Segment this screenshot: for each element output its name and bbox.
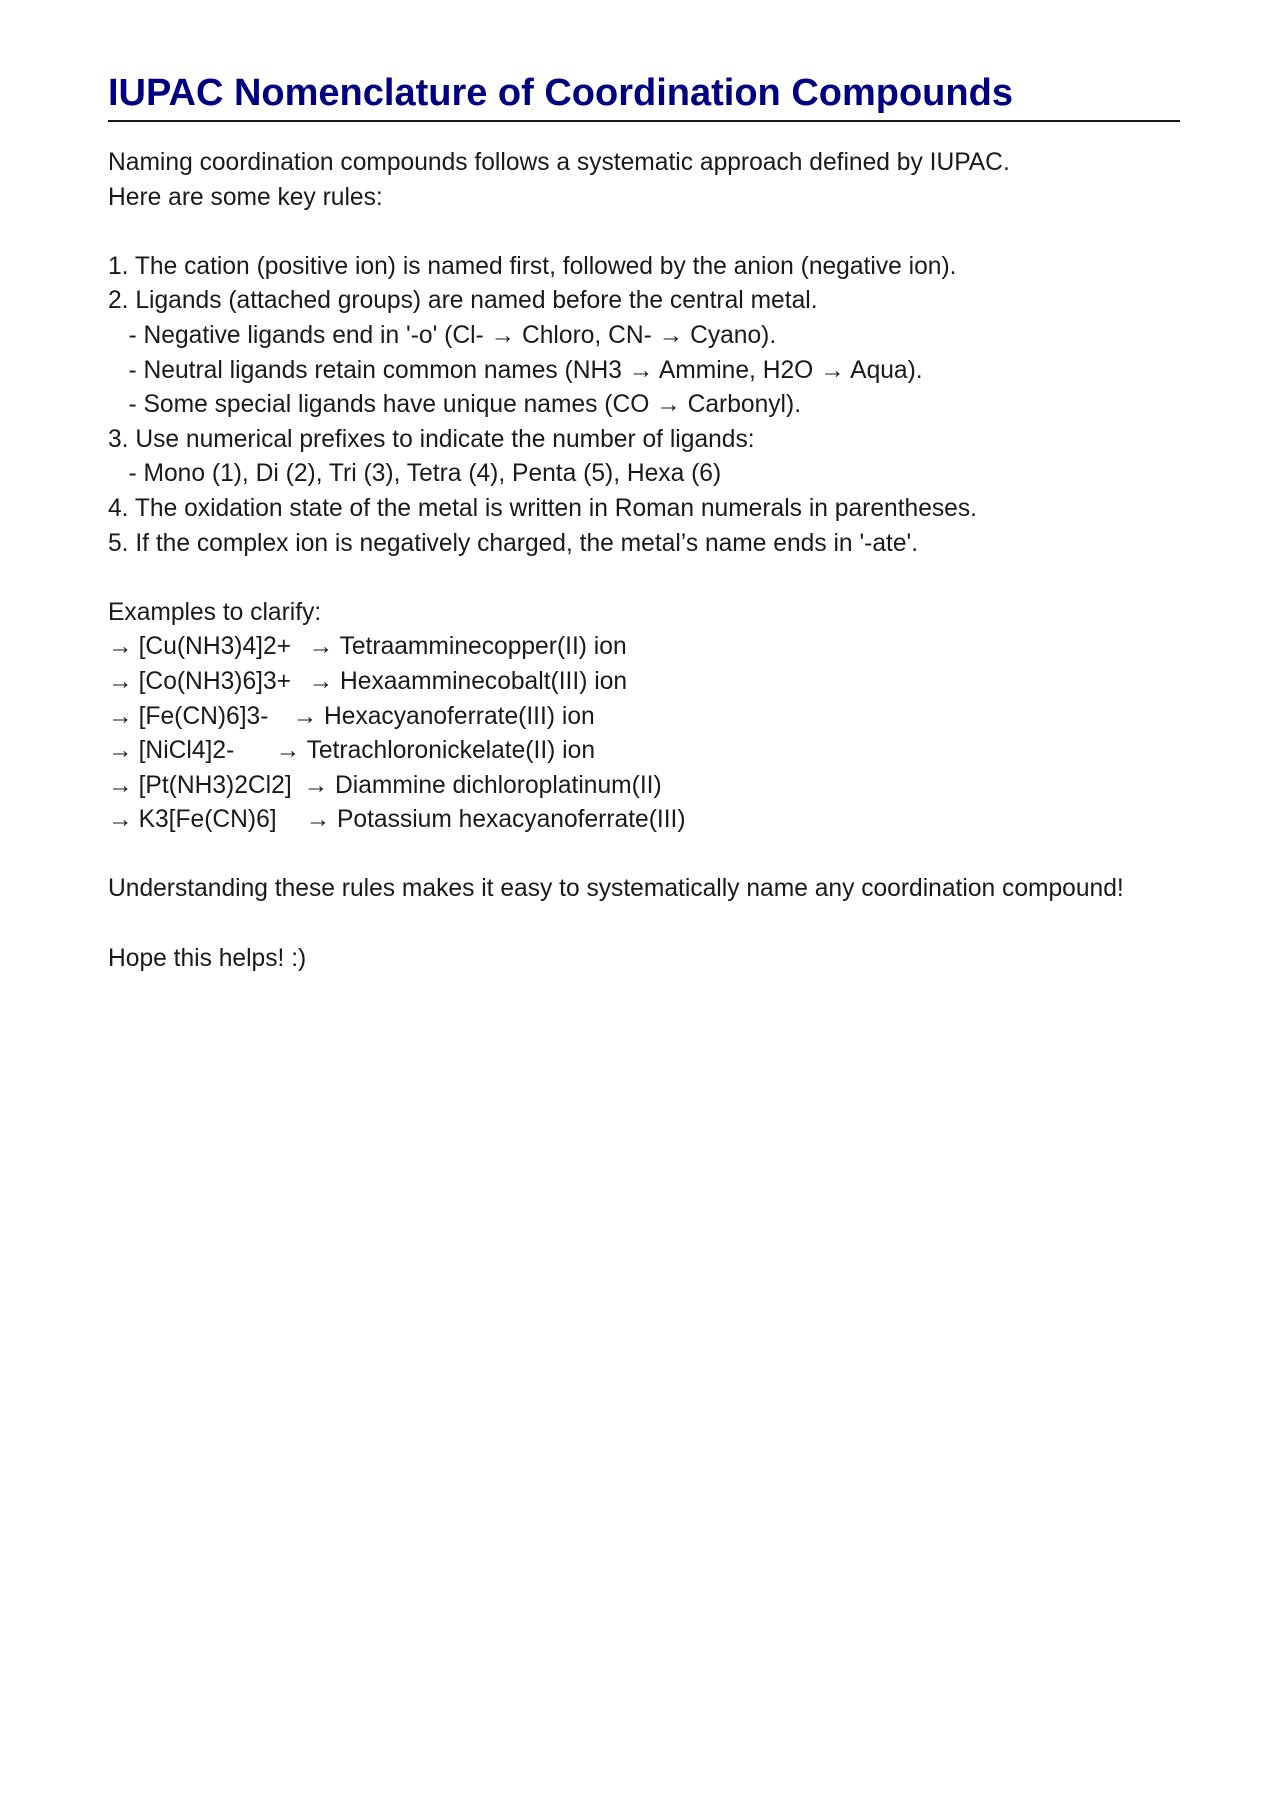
spacer xyxy=(108,561,1208,596)
example-result: → Tetrachloronickelate(II) ion xyxy=(275,737,595,765)
example-row xyxy=(108,665,1208,700)
rule-line: 1. The cation (positive ion) is named first, followed by the anion (negative ion). xyxy=(108,252,957,280)
intro-line: Here are some key rules: xyxy=(108,183,383,211)
example-formula: K3[Fe(CN)6] xyxy=(138,806,277,834)
page-title: IUPAC Nomenclature of Coordination Compounds xyxy=(108,70,1180,122)
arrow-icon: → xyxy=(108,702,133,730)
example-row xyxy=(108,769,1208,804)
example-result: → Potassium hexacyanoferrate(III) xyxy=(305,806,686,834)
example-row xyxy=(108,630,1208,665)
arrow-icon: → xyxy=(108,737,133,765)
example-row xyxy=(108,734,1208,769)
spacer xyxy=(108,215,1208,250)
rule-line: 3. Use numerical prefixes to indicate the number of ligands: xyxy=(108,425,755,453)
arrow-icon: → xyxy=(108,633,133,661)
example-formula: [NiCl4]2- xyxy=(138,737,235,765)
spacer xyxy=(108,838,1208,873)
example-formula: [Co(NH3)6]3+ xyxy=(138,667,291,695)
intro-line: Naming coordination compounds follows a systematic approach defined by IUPAC. xyxy=(108,149,1010,176)
example-formula: [Fe(CN)6]3- xyxy=(138,702,269,730)
rule-subline: - Neutral ligands retain common names (NH3 → Ammine, H2O → Aqua). xyxy=(108,356,923,384)
rule-subline: - Some special ligands have unique names (CO → Carbonyl). xyxy=(108,391,802,419)
example-formula: [Cu(NH3)4]2+ xyxy=(138,633,291,661)
rule-subline: - Mono (1), Di (2), Tri (3), Tetra (4), Penta (5), Hexa (6) xyxy=(108,460,722,488)
conclusion-text: Understanding these rules makes it easy to systematically name any coordination compound! xyxy=(108,875,1124,903)
example-row xyxy=(108,803,1208,838)
example-formula: [Pt(NH3)2Cl2] xyxy=(138,771,292,799)
arrow-icon: → xyxy=(108,667,133,695)
document-body xyxy=(108,146,1208,976)
arrow-icon: → xyxy=(108,771,133,799)
example-result: → Hexaamminecobalt(III) ion xyxy=(308,667,628,695)
signoff-text: Hope this helps! :) xyxy=(108,944,307,972)
example-result: → Hexacyanoferrate(III) ion xyxy=(292,702,595,730)
rule-line: 5. If the complex ion is negatively charged, the metal’s name ends in '-ate'. xyxy=(108,529,919,557)
spacer xyxy=(108,907,1208,942)
arrow-icon: → xyxy=(108,806,133,834)
rule-line: 4. The oxidation state of the metal is written in Roman numerals in parentheses. xyxy=(108,494,977,522)
example-result: → Tetraamminecopper(II) ion xyxy=(308,633,627,661)
examples-heading: Examples to clarify: xyxy=(108,598,322,626)
example-row xyxy=(108,700,1208,735)
rule-subline: - Negative ligands end in '-o' (Cl- → Chloro, CN- → Cyano). xyxy=(108,321,777,349)
example-result: → Diammine dichloroplatinum(II) xyxy=(303,771,662,799)
rule-line: 2. Ligands (attached groups) are named before the central metal. xyxy=(108,287,818,315)
